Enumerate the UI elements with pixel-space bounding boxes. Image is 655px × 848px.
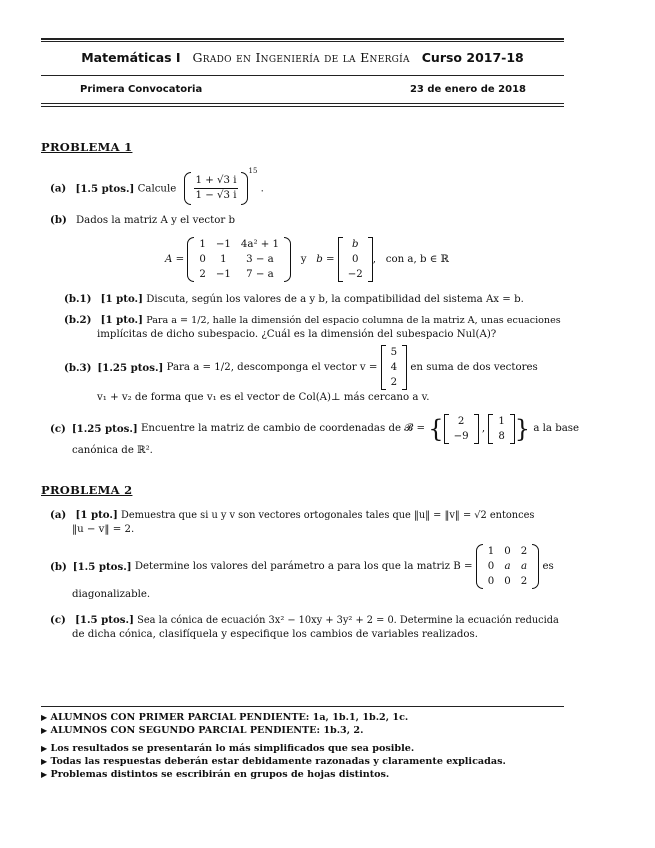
course-year: Curso 2017-18 xyxy=(421,50,524,65)
basis-vector-2: 1 8 xyxy=(488,414,514,444)
item-points: [1.5 ptos.] xyxy=(72,560,132,573)
header-bottom-rule-2 xyxy=(41,106,564,107)
problem1-b3 xyxy=(64,345,538,390)
item-text: Dados la matriz A y el vector b xyxy=(76,215,235,226)
item-label: (b.2) xyxy=(64,314,92,326)
problem1-b1 xyxy=(64,292,524,307)
item-text: Demuestra que si u y v son vectores ortogonales tales que ‖u‖ = ‖v‖ = √2 entonces xyxy=(121,510,535,521)
problem2-a xyxy=(50,508,565,537)
exponent: 15 xyxy=(248,167,258,176)
header-top-rule-2 xyxy=(41,41,564,42)
item-label: (b.3) xyxy=(64,361,92,374)
item-label: (c) xyxy=(50,423,66,435)
problem1-b-intro xyxy=(50,213,235,228)
vector-b: b 0 −2 xyxy=(338,237,373,282)
matrix-B: 1 0 2 0 a a 0 0 2 xyxy=(476,544,539,589)
item-text: Discuta, según los valores de a y b, la compatibilidad del sistema Ax = b. xyxy=(146,294,524,305)
item-text-2: a la base xyxy=(533,423,580,434)
basis-vector-1: 2 −9 xyxy=(444,414,479,444)
footer-note: ▶ ALUMNOS CON SEGUNDO PARCIAL PENDIENTE: 1b.3, 2. xyxy=(41,725,364,736)
complex-fraction xyxy=(184,172,249,205)
item-text-2: ‖u − v‖ = 2. xyxy=(72,524,135,535)
fraction-denominator: 1 − √3 i xyxy=(195,190,237,201)
item-label: (b) xyxy=(50,214,67,226)
item-points: [1 pto.] xyxy=(100,293,143,305)
matrix-A-equation: A = 1 −1 4a² + 1 0 1 3 − a 2 −1 7 − a y b = b 0 −2 , con a, b ∈ ℝ xyxy=(165,239,449,280)
item-points: [1 pto.] xyxy=(75,509,118,521)
problem1-a: (a) [1.5 ptos.] Calcule $\frac{1 + √3 i}{1 - √3 i}$ $^{15}$ . xyxy=(50,172,264,205)
matrix-A: 1 −1 4a² + 1 0 1 3 − a 2 −1 7 − a xyxy=(187,237,291,282)
footer-note: ▶ Todas las respuestas deberán estar debidamente razonadas y claramente explicadas. xyxy=(41,756,506,767)
footer-rule xyxy=(41,706,564,707)
parameter-condition: con a, b ∈ ℝ xyxy=(385,253,449,265)
problem1-c-line2: canónica de ℝ². xyxy=(72,445,153,456)
problem1-c: (c) [1.25 ptos.] Encuentre la matriz de cambio de coordenadas de 𝓑 = { 2 −9 , 1 8 } a la base xyxy=(50,415,580,443)
footer-general-notes xyxy=(41,742,506,781)
exam-date: 23 de enero de 2018 xyxy=(409,84,526,95)
item-points: [1.25 ptos.] xyxy=(97,361,164,374)
item-points: [1 pto.] xyxy=(100,314,143,326)
item-label: (b) xyxy=(50,560,67,573)
item-text-2: en suma de dos vectores xyxy=(410,361,538,373)
problem2-b-line2: diagonalizable. xyxy=(72,589,151,600)
item-label: (c) xyxy=(50,614,66,626)
footer-partial-notes xyxy=(41,711,408,737)
footer-note: ▶ ALUMNOS CON PRIMER PARCIAL PENDIENTE: 1a, 1b.1, 1b.2, 1c. xyxy=(41,712,409,723)
problem2-b xyxy=(50,544,554,589)
fraction-numerator: 1 + √3 i xyxy=(194,174,239,189)
item-text: Calcule xyxy=(137,183,177,195)
exam-session: Primera Convocatoria xyxy=(80,84,203,95)
item-text: Para a = 1/2, halle la dimensión del espacio columna de la matriz A, unas ecuaciones xyxy=(146,315,561,326)
problem2-c xyxy=(50,613,565,642)
item-points: [1.25 ptos.] xyxy=(71,423,138,435)
item-label: (a) xyxy=(50,509,67,521)
item-points: [1.5 ptos.] xyxy=(75,182,135,195)
item-text: Encuentre la matriz de cambio de coordenadas de 𝓑 = xyxy=(141,423,426,434)
header-bottom-rule xyxy=(41,103,564,104)
header-top-rule xyxy=(41,38,564,40)
footer-note: ▶ Los resultados se presentarán lo más simplificados que sea posible. xyxy=(41,743,415,754)
problem1-b2 xyxy=(64,313,564,342)
degree-name: Grado en Ingeniería de la Energía xyxy=(192,50,410,65)
problem1-title: PROBLEMA 1 xyxy=(41,140,133,154)
header-mid-rule xyxy=(41,75,564,76)
item-points: [1.5 ptos.] xyxy=(75,614,134,626)
header-info-row xyxy=(80,84,526,95)
problem1-b3-line2: v₁ + v₂ de forma que v₁ es el vector de Col(A)⊥ más cercano a v. xyxy=(97,392,430,403)
item-text-2: de dicha cónica, clasifíquela y especifique los cambios de variables realizados. xyxy=(72,629,479,640)
item-label: (b.1) xyxy=(64,293,92,305)
item-text-2: es xyxy=(542,560,554,572)
item-text-2: implícitas de dicho subespacio. ¿Cuál es la dimensión del subespacio Nul(A)? xyxy=(97,329,497,340)
item-label: (a) xyxy=(50,182,67,195)
vector-v: 5 4 2 xyxy=(381,345,407,390)
course-name: Matemáticas I xyxy=(81,50,181,65)
problem2-title: PROBLEMA 2 xyxy=(41,483,133,497)
item-text: Determine los valores del parámetro a para los que la matriz B = xyxy=(134,560,473,572)
header-title xyxy=(41,50,564,65)
item-text: Sea la cónica de ecuación 3x² − 10xy + 3y² + 2 = 0. Determine la ecuación reducida xyxy=(137,615,559,626)
footer-note: ▶ Problemas distintos se escribirán en grupos de hojas distintos. xyxy=(41,769,390,780)
item-text: Para a = 1/2, descomponga el vector v = xyxy=(166,361,378,373)
